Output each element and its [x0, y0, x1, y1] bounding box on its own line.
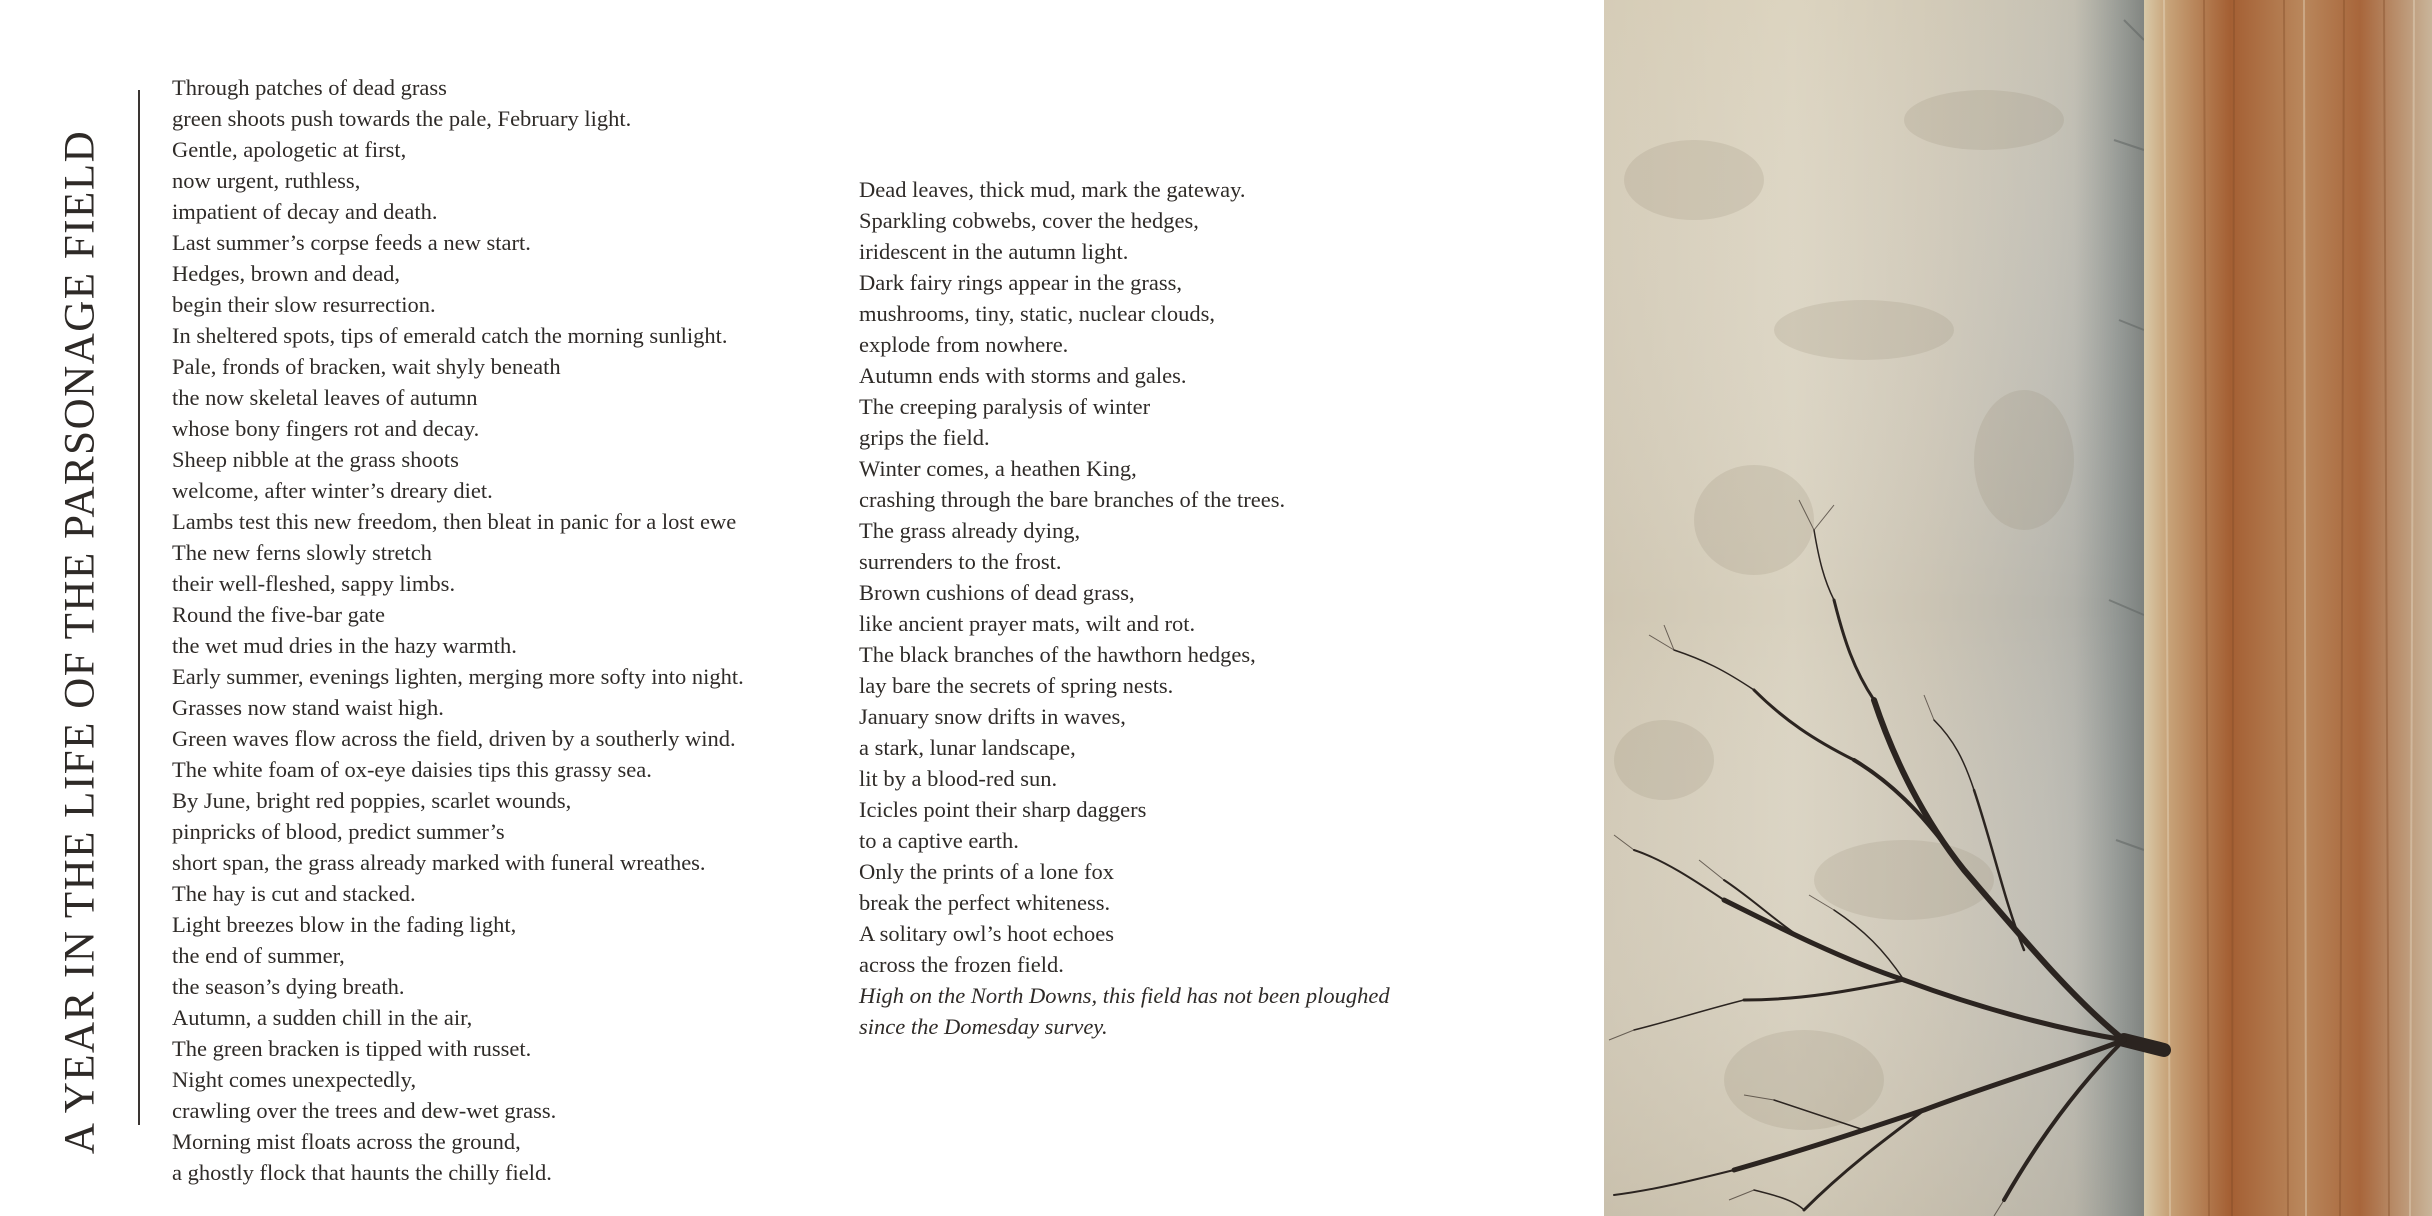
poem-line: crawling over the trees and dew-wet grass. — [172, 1098, 557, 1123]
poem-line: January snow drifts in waves, — [859, 704, 1126, 729]
poem-line: the wet mud dries in the hazy warmth. — [172, 633, 517, 658]
field-photograph-image — [1604, 0, 2432, 1216]
poem-line: Last summer’s corpse feeds a new start. — [172, 230, 531, 255]
poem-line: crashing through the bare branches of the trees. — [859, 487, 1286, 512]
poem-line: Early summer, evenings lighten, merging more softy into night. — [172, 664, 744, 689]
poem-line: short span, the grass already marked with funeral wreathes. — [172, 850, 706, 875]
poem-column-2 — [859, 174, 1285, 980]
poem-line: Autumn, a sudden chill in the air, — [172, 1005, 473, 1030]
poem-line: Through patches of dead grass — [172, 75, 447, 100]
poem-line: The black branches of the hawthorn hedges, — [859, 642, 1256, 667]
poem-line: across the frozen field. — [859, 952, 1064, 977]
poem-line: In sheltered spots, tips of emerald catch the morning sunlight. — [172, 323, 728, 348]
poem-line: The white foam of ox-eye daisies tips this grassy sea. — [172, 757, 652, 782]
poem-line: impatient of decay and death. — [172, 199, 438, 224]
poem-line: green shoots push towards the pale, February light. — [172, 106, 632, 131]
poem-line: Sheep nibble at the grass shoots — [172, 447, 459, 472]
poem-line: Green waves flow across the field, driven by a southerly wind. — [172, 726, 736, 751]
poem-line: break the perfect whiteness. — [859, 890, 1111, 915]
poem-line: grips the field. — [859, 425, 990, 450]
poem-line: Morning mist floats across the ground, — [172, 1129, 521, 1154]
poem-line: surrenders to the frost. — [859, 549, 1062, 574]
poem-line: a stark, lunar landscape, — [859, 735, 1076, 760]
poem-line: By June, bright red poppies, scarlet wounds, — [172, 788, 572, 813]
poem-line: Pale, fronds of bracken, wait shyly beneath — [172, 354, 561, 379]
poem-line: The new ferns slowly stretch — [172, 540, 432, 565]
poem-line: like ancient prayer mats, wilt and rot. — [859, 611, 1196, 636]
poem-line: Only the prints of a lone fox — [859, 859, 1114, 884]
poem-line: explode from nowhere. — [859, 332, 1069, 357]
title-divider — [138, 90, 140, 1125]
poem-line: the end of summer, — [172, 943, 345, 968]
title-block — [0, 0, 150, 1216]
poem-line: begin their slow resurrection. — [172, 292, 436, 317]
poem-line: pinpricks of blood, predict summer’s — [172, 819, 505, 844]
poem-line: Grasses now stand waist high. — [172, 695, 444, 720]
poem-line: Light breezes blow in the fading light, — [172, 912, 517, 937]
poem-line: the now skeletal leaves of autumn — [172, 385, 478, 410]
poem-column-1 — [172, 72, 744, 1188]
poem-line: Lambs test this new freedom, then bleat in panic for a lost ewe — [172, 509, 737, 534]
poem-line: Dark fairy rings appear in the grass, — [859, 270, 1183, 295]
poem-line: their well-fleshed, sappy limbs. — [172, 571, 456, 596]
poem-line: The creeping paralysis of winter — [859, 394, 1151, 419]
poem-line: to a captive earth. — [859, 828, 1019, 853]
poem-line: Icicles point their sharp daggers — [859, 797, 1147, 822]
poem-line: lay bare the secrets of spring nests. — [859, 673, 1174, 698]
poem-line: Autumn ends with storms and gales. — [859, 363, 1187, 388]
page-title: A YEAR IN THE LIFE OF THE PARSONAGE FIELD — [56, 129, 104, 1155]
poem-line: Dead leaves, thick mud, mark the gateway. — [859, 177, 1246, 202]
poem-line: Gentle, apologetic at first, — [172, 137, 407, 162]
poem-line: The grass already dying, — [859, 518, 1081, 543]
poem-line: The hay is cut and stacked. — [172, 881, 416, 906]
poem-note-line: High on the North Downs, this field has not been ploughed — [859, 983, 1390, 1008]
poem-line: Brown cushions of dead grass, — [859, 580, 1135, 605]
field-photograph — [1604, 0, 2432, 1216]
poem-line: a ghostly flock that haunts the chilly field. — [172, 1160, 552, 1185]
poem-line: welcome, after winter’s dreary diet. — [172, 478, 493, 503]
poem-line: now urgent, ruthless, — [172, 168, 361, 193]
poem-line: iridescent in the autumn light. — [859, 239, 1129, 264]
poem-line: Night comes unexpectedly, — [172, 1067, 417, 1092]
poem-line: mushrooms, tiny, static, nuclear clouds, — [859, 301, 1215, 326]
poem-line: lit by a blood-red sun. — [859, 766, 1058, 791]
poem-line: Winter comes, a heathen King, — [859, 456, 1137, 481]
poem-note — [859, 980, 1390, 1042]
poem-line: A solitary owl’s hoot echoes — [859, 921, 1114, 946]
poem-line: Sparkling cobwebs, cover the hedges, — [859, 208, 1199, 233]
poem-line: Round the five-bar gate — [172, 602, 386, 627]
poem-line: The green bracken is tipped with russet. — [172, 1036, 532, 1061]
poem-note-line: since the Domesday survey. — [859, 1014, 1108, 1039]
poem-line: the season’s dying breath. — [172, 974, 405, 999]
poem-line: Hedges, brown and dead, — [172, 261, 401, 286]
poem-line: whose bony fingers rot and decay. — [172, 416, 480, 441]
